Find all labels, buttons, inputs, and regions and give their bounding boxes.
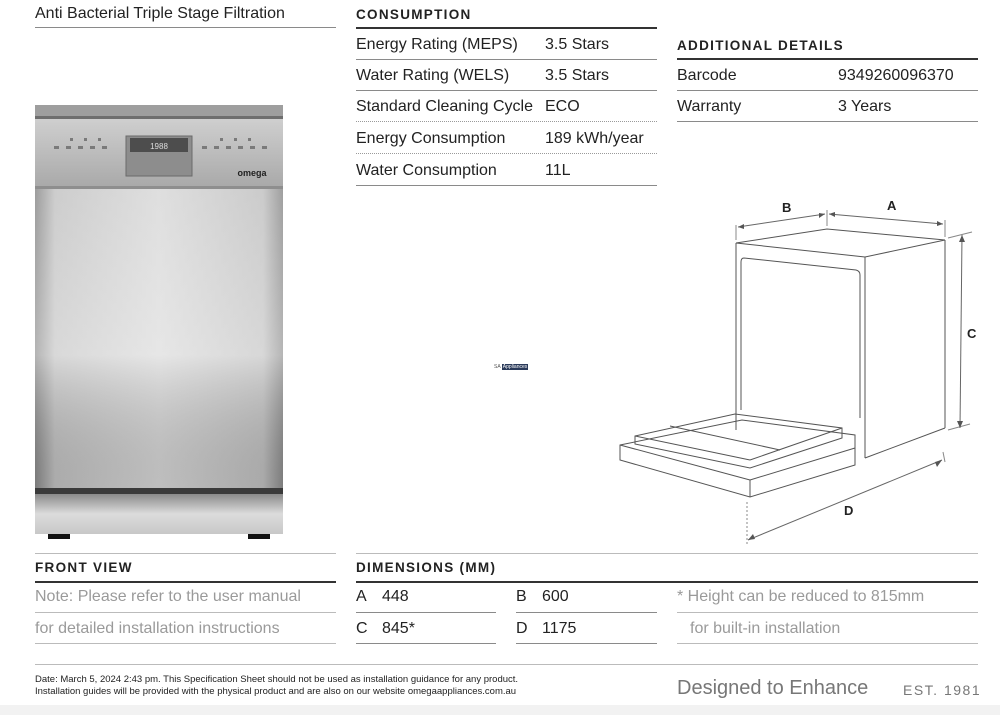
divider (35, 27, 336, 28)
warranty-value: 3 Years (838, 98, 892, 115)
divider (356, 553, 978, 554)
divider (356, 643, 496, 644)
note-text: Note: Please refer to the user manual (35, 588, 301, 605)
watermark-text: SA (494, 364, 501, 370)
consumption-value: 11L (545, 162, 571, 179)
divider (356, 612, 496, 613)
dimension-value: 600 (542, 588, 569, 605)
dimension-diagram (610, 190, 995, 550)
slogan: Designed to Enhance (677, 677, 869, 699)
bottom-bar (0, 705, 1000, 715)
divider (677, 612, 978, 613)
watermark (494, 364, 528, 371)
note-text: for detailed installation instructions (35, 620, 280, 637)
additional-heading: ADDITIONAL DETAILS (677, 38, 844, 53)
divider (35, 643, 336, 644)
divider (677, 643, 978, 644)
divider (356, 90, 657, 91)
consumption-label: Water Consumption (356, 162, 497, 179)
consumption-value: 3.5 Stars (545, 36, 610, 53)
divider (356, 59, 657, 60)
established-text: EST. 1981 (903, 682, 982, 698)
front-view-heading: FRONT VIEW (35, 560, 133, 575)
dimension-label-a: A (887, 198, 897, 213)
divider (356, 581, 978, 583)
divider (356, 121, 657, 122)
consumption-heading: CONSUMPTION (356, 7, 472, 22)
disclaimer-text: Date: March 5, 2024 2:43 pm. This Specification Sheet should not be used as installation guidance for any product. (35, 674, 519, 685)
additional-label: Warranty (677, 98, 742, 115)
disclaimer-text: Installation guides will be provided with the physical product and are also on our website omegaappliances.com.au (35, 686, 517, 697)
dimension-key: A (356, 588, 367, 605)
dimension-label-d: D (844, 503, 854, 518)
divider (356, 153, 657, 154)
divider (35, 581, 336, 583)
consumption-label: Water Rating (WELS) (356, 67, 510, 84)
divider (516, 643, 657, 644)
dimension-value: 845* (382, 620, 415, 637)
divider (516, 612, 657, 613)
consumption-label: Energy Rating (MEPS) (356, 36, 518, 53)
dimension-key: B (516, 588, 527, 605)
divider (677, 121, 978, 122)
dimension-value: 1175 (542, 620, 577, 637)
display-readout: 1988 (150, 142, 168, 151)
divider (356, 27, 657, 29)
divider (356, 185, 657, 186)
dimension-value: 448 (382, 588, 409, 605)
watermark-text: Appliances (502, 364, 528, 370)
dimension-key: D (516, 620, 528, 637)
dishwasher-front-image (30, 100, 290, 545)
consumption-value: 189 kWh/year (545, 130, 644, 147)
footnote-text: for built-in installation (690, 620, 841, 637)
divider (677, 90, 978, 91)
consumption-value: ECO (545, 98, 580, 115)
consumption-label: Standard Cleaning Cycle (356, 98, 533, 115)
additional-label: Barcode (677, 67, 737, 84)
consumption-value: 3.5 Stars (545, 67, 610, 84)
dimension-key: C (356, 620, 368, 637)
brand-logo: omega (237, 168, 267, 178)
footnote-text: * Height can be reduced to 815mm (677, 588, 925, 605)
barcode-value: 9349260096370 (838, 67, 954, 84)
divider (677, 58, 978, 60)
dimension-label-c: C (967, 326, 977, 341)
dimensions-heading: DIMENSIONS (MM) (356, 560, 497, 575)
footer-divider (35, 664, 978, 665)
divider (35, 612, 336, 613)
dimension-label-b: B (782, 200, 792, 215)
divider (35, 553, 336, 554)
consumption-label: Energy Consumption (356, 130, 506, 147)
feature-text: Anti Bacterial Triple Stage Filtration (35, 5, 285, 22)
